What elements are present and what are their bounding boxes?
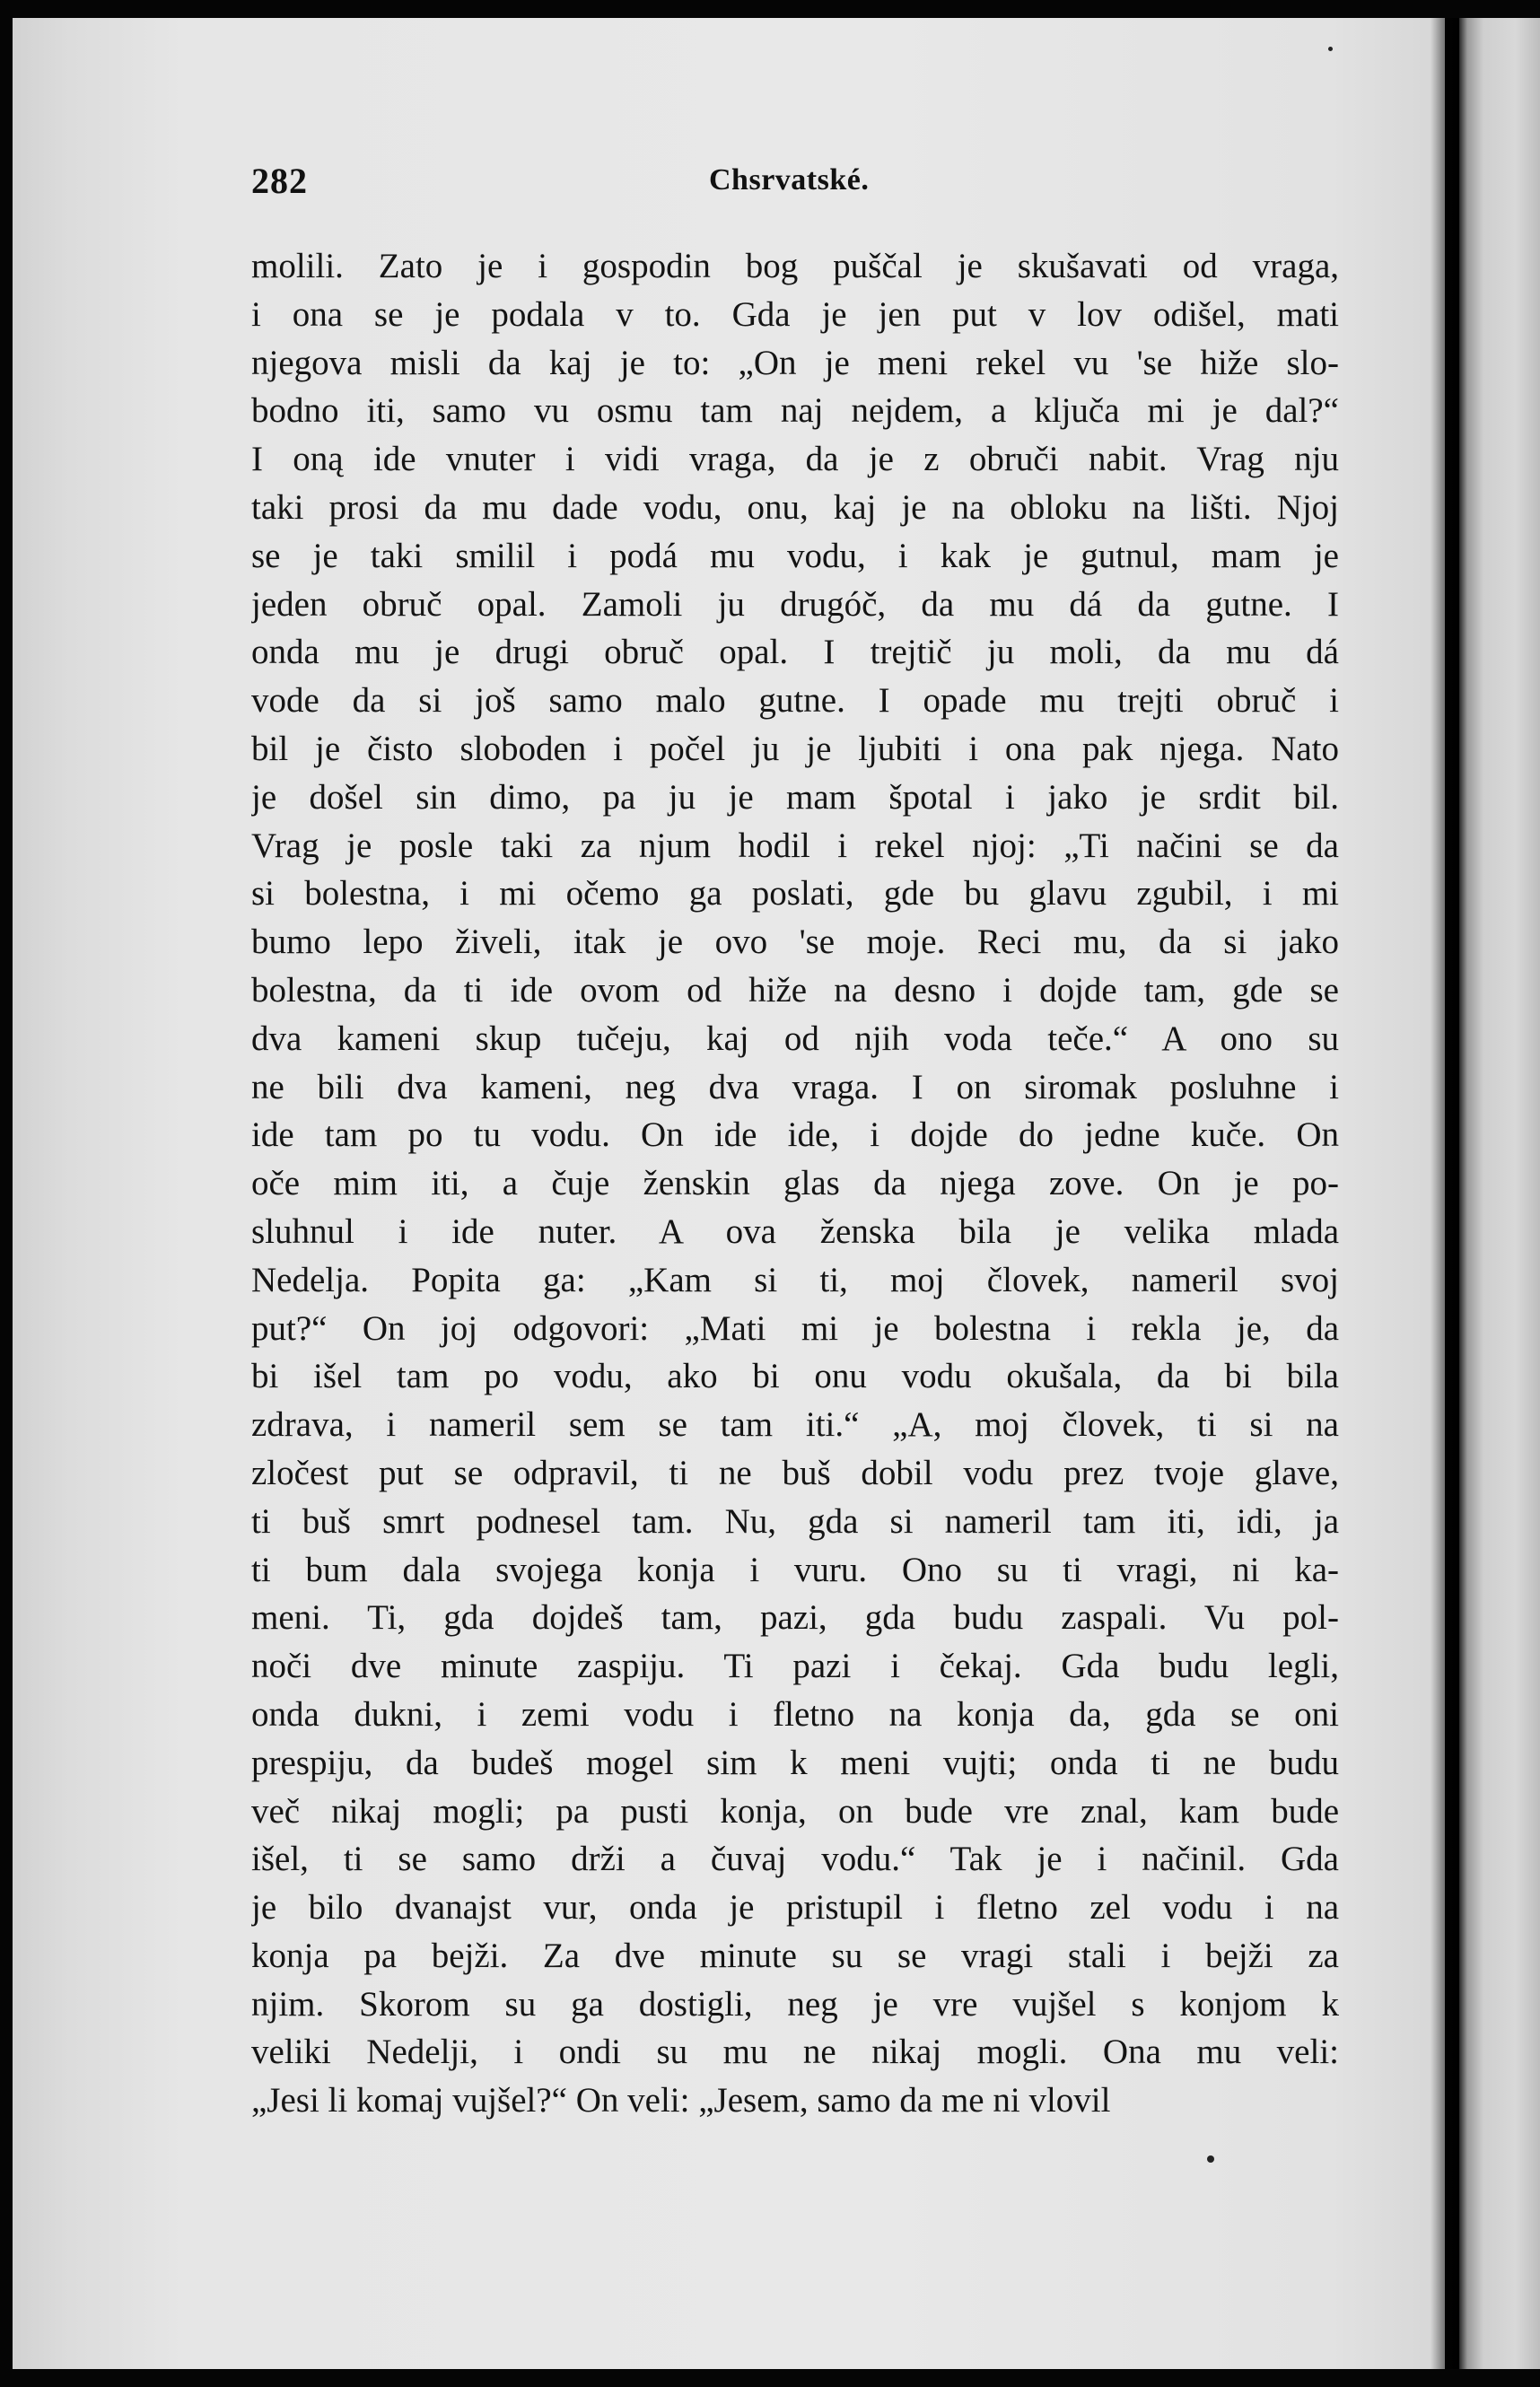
text-line: več nikaj mogli; pa pusti konja, on bude vre znal, kam bude	[251, 1791, 1339, 1831]
text-line: put?“ On joj odgovori: „Mati mi je bolestna i rekla je, da	[251, 1308, 1339, 1348]
text-line: „Jesi li komaj vujšel?“ On veli: „Jesem, samo da me ni vlovil	[251, 2081, 1111, 2120]
text-line: jeden obruč opal. Zamoli ju drugóč, da mu dá da gutne. I	[251, 584, 1339, 624]
text-line: noči dve minute zaspiju. Ti pazi i čekaj. Gda budu legli,	[251, 1647, 1339, 1686]
text-line: molili. Zato je i gospodin bog puščal je skušavati od vraga,	[251, 247, 1339, 285]
text-line: zdrava, i nameril sem se tam iti.“ „A, moj človek, ti si na	[251, 1405, 1339, 1445]
running-head: Chsrvatské.	[709, 163, 870, 197]
text-line: bil je čisto sloboden i počel ju je ljubiti i ona pak njega. Nato	[251, 729, 1339, 768]
text-line: bumo lepo živeli, itak je ovo 'se moje. Reci mu, da si jako	[251, 922, 1339, 962]
page-number: 282	[251, 161, 308, 201]
body-text	[251, 242, 1339, 2125]
text-line: ti bum dala svojega konja i vuru. Ono su ti vragi, ni ka-	[251, 1550, 1339, 1589]
ink-speck	[1328, 47, 1333, 51]
ink-speck	[1207, 2155, 1214, 2163]
text-line: se je taki smilil i podá mu vodu, i kak je gutnul, mam je	[251, 536, 1339, 575]
text-line: zločest put se odpravil, ti ne buš dobil vodu prez tvoje glave,	[251, 1453, 1339, 1492]
text-line: sluhnul i ide nuter. A ova ženska bila je velika mlada	[251, 1211, 1339, 1251]
page-header	[251, 160, 1337, 205]
text-line: ti buš smrt podnesel tam. Nu, gda si nameril tam iti, idi, ja	[251, 1501, 1339, 1541]
text-line: onda mu je drugi obruč opal. I trejtič ju moli, da mu dá	[251, 633, 1339, 672]
text-line: oče mim iti, a čuje ženskin glas da njega zove. On je po-	[251, 1164, 1339, 1203]
gutter-shadow	[1431, 18, 1459, 2369]
text-line: Vrag je posle taki za njum hodil i rekel njoj: „Ti načini se da	[251, 826, 1339, 865]
text-line: onda dukni, i zemi vodu i fletno na konja da, gda se oni	[251, 1694, 1339, 1734]
facing-page-edge	[1459, 18, 1540, 2369]
text-line: bolestna, da ti ide ovom od hiže na desno i dojde tam, gde se	[251, 970, 1339, 1010]
text-line: taki prosi da mu dade vodu, onu, kaj je na obloku na lišti. Njoj	[251, 487, 1339, 527]
text-line: veliki Nedelji, i ondi su mu ne nikaj mogli. Ona mu veli:	[251, 2033, 1339, 2072]
text-line: je bilo dvanajst vur, onda je pristupil i fletno zel vodu i na	[251, 1888, 1339, 1928]
text-line: je došel sin dimo, pa ju je mam špotal i jako je srdit bil.	[251, 777, 1339, 817]
text-line: Nedelja. Popita ga: „Kam si ti, moj človek, nameril svoj	[251, 1260, 1339, 1299]
text-line: dva kameni skup tučeju, kaj od njih voda teče.“ A ono su	[251, 1019, 1339, 1058]
text-line: vode da si još samo malo gutne. I opade mu trejti obruč i	[251, 681, 1339, 721]
text-line: prespiju, da budeš mogel sim k meni vujti; onda ti ne budu	[251, 1743, 1339, 1782]
text-line: njim. Skorom su ga dostigli, neg je vre vujšel s konjom k	[251, 1984, 1339, 2024]
text-line: bi išel tam po vodu, ako bi onu vodu okušala, da bi bila	[251, 1357, 1339, 1396]
text-line: i ona se je podala v to. Gda je jen put v lov odišel, mati	[251, 294, 1339, 334]
text-line: išel, ti se samo drži a čuvaj vodu.“ Tak je i načinil. Gda	[251, 1840, 1339, 1879]
text-line: meni. Ti, gda dojdeš tam, pazi, gda budu zaspali. Vu pol-	[251, 1598, 1339, 1638]
text-line: ne bili dva kameni, neg dva vraga. I on siromak posluhne i	[251, 1067, 1339, 1106]
text-line: njegova misli da kaj je to: „On je meni rekel vu 'se hiže slo-	[251, 343, 1339, 382]
text-line: konja pa bejži. Za dve minute su se vragi stali i bejži za	[251, 1936, 1339, 1975]
text-line: I oną ide vnuter i vidi vraga, da je z obruči nabit. Vrag nju	[251, 440, 1339, 479]
text-line: ide tam po tu vodu. On ide ide, i dojde do jedne kuče. On	[251, 1115, 1339, 1155]
text-line: bodno iti, samo vu osmu tam naj nejdem, a ključa mi je dal?“	[251, 391, 1339, 431]
text-line: si bolestna, i mi očemo ga poslati, gde bu glavu zgubil, i mi	[251, 874, 1339, 914]
